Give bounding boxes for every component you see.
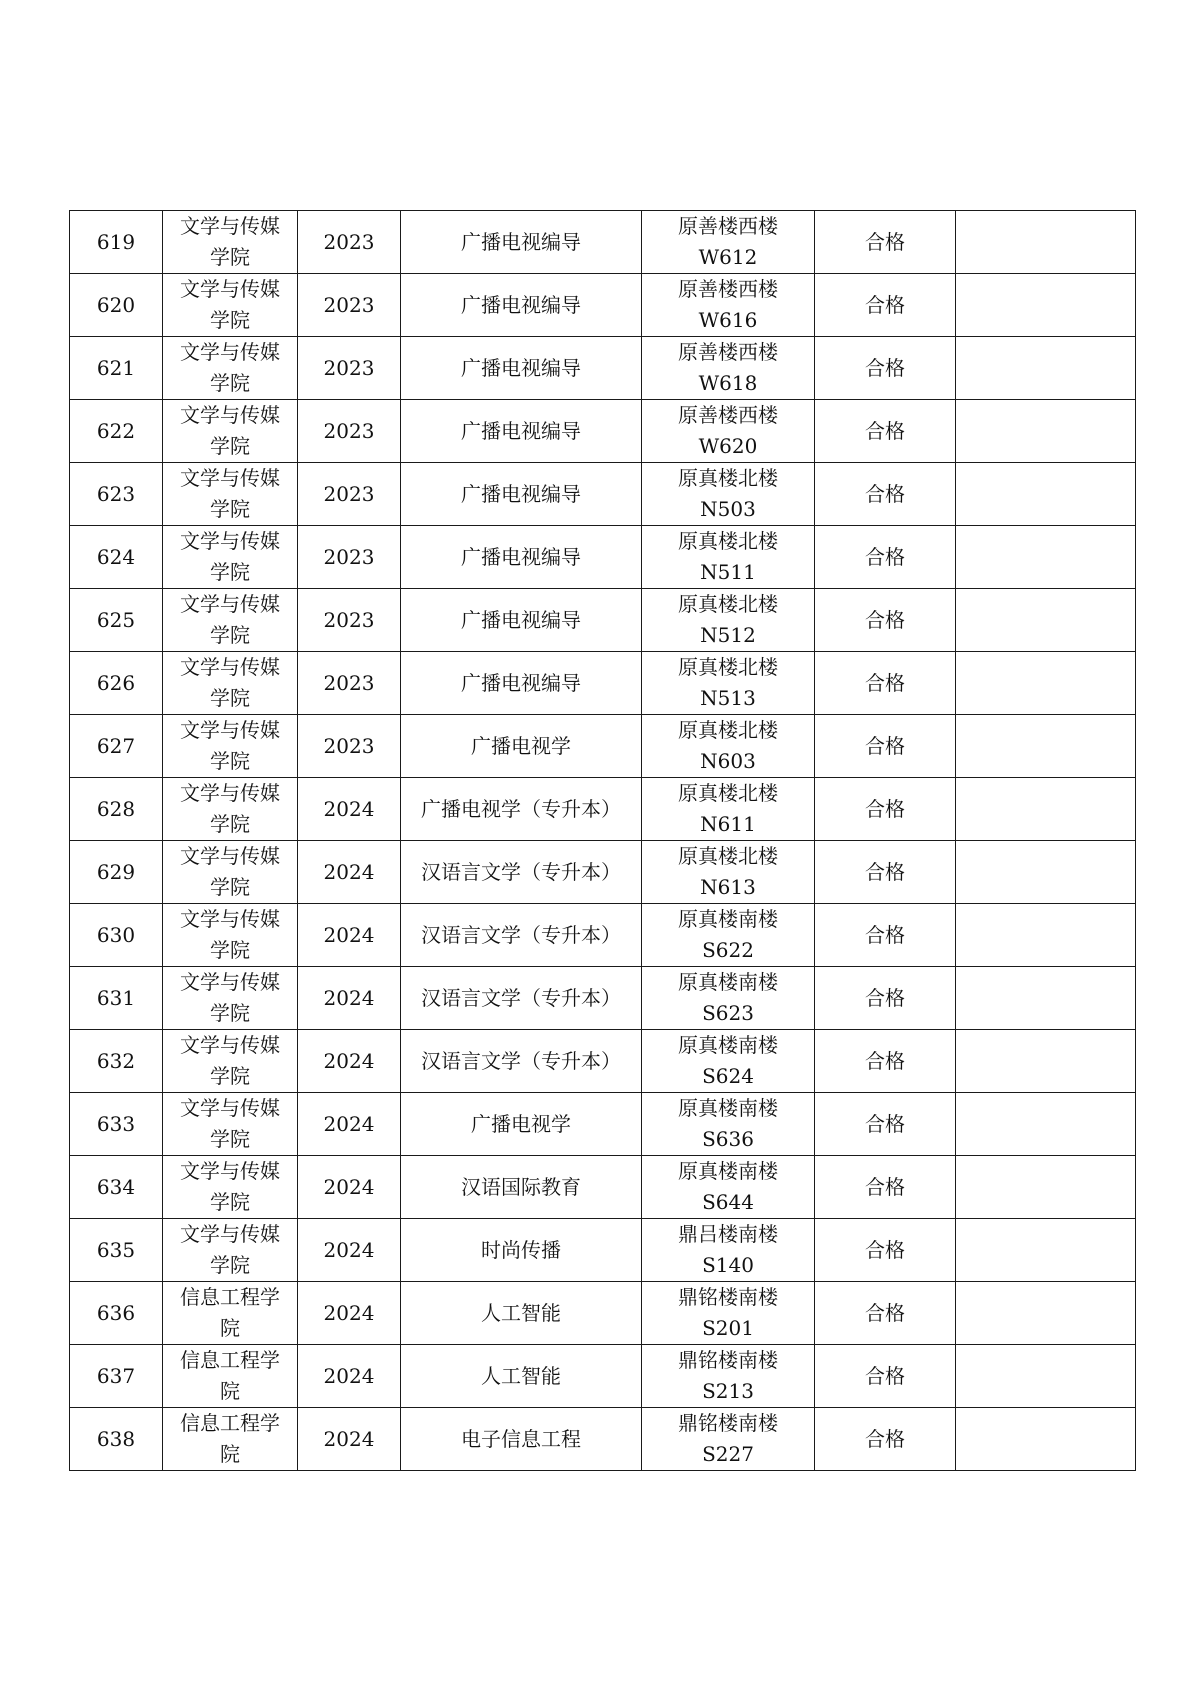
row-number-cell-text: 637 [96,1363,136,1388]
remark-cell [956,652,1136,715]
remark-cell [956,1408,1136,1471]
room-cell-text: 原善楼西楼 W612 [678,214,778,269]
major-cell-text: 汉语言文学（专升本） [421,922,621,947]
result-cell [815,274,956,337]
major-cell [401,1345,642,1408]
result-cell-text: 合格 [865,418,905,443]
year-cell [298,400,401,463]
major-cell-text: 广播电视编导 [461,670,581,695]
result-cell [815,400,956,463]
major-cell [401,1408,642,1471]
result-cell-text: 合格 [865,229,905,254]
year-cell [298,274,401,337]
remark-cell [956,463,1136,526]
year-cell [298,841,401,904]
college-cell [163,904,298,967]
room-cell [642,211,815,274]
major-cell-text: 汉语言文学（专升本） [421,859,621,884]
result-cell [815,841,956,904]
major-cell-text: 广播电视编导 [461,229,581,254]
major-cell-text: 汉语言文学（专升本） [421,985,621,1010]
row-number-cell [70,1093,163,1156]
major-cell [401,904,642,967]
college-cell [163,400,298,463]
remark-cell [956,1219,1136,1282]
year-cell [298,1282,401,1345]
college-cell-text: 文学与传媒 学院 [180,466,280,521]
room-cell-text: 鼎铭楼南楼 S227 [678,1411,778,1466]
college-cell [163,1282,298,1345]
major-cell [401,463,642,526]
row-number-cell [70,526,163,589]
table-body [70,211,1136,1471]
result-cell [815,1219,956,1282]
college-cell [163,211,298,274]
room-cell [642,967,815,1030]
room-cell-text: 原真楼南楼 S636 [678,1096,778,1151]
row-number-cell [70,1219,163,1282]
year-cell [298,1408,401,1471]
room-cell [642,1093,815,1156]
result-cell-text: 合格 [865,1300,905,1325]
college-cell [163,1408,298,1471]
college-cell [163,463,298,526]
major-cell-text: 广播电视编导 [461,355,581,380]
table-row [70,1282,1136,1345]
year-cell-text: 2023 [323,544,375,569]
room-cell-text: 原善楼西楼 W620 [678,403,778,458]
college-cell [163,715,298,778]
college-cell [163,967,298,1030]
row-number-cell [70,274,163,337]
college-cell-text: 文学与传媒 学院 [180,592,280,647]
result-cell-text: 合格 [865,544,905,569]
room-cell-text: 原真楼北楼 N603 [678,718,778,773]
room-cell [642,589,815,652]
remark-cell [956,778,1136,841]
table-row [70,1408,1136,1471]
room-cell [642,841,815,904]
row-number-cell [70,652,163,715]
room-cell-text: 原真楼南楼 S623 [678,970,778,1025]
year-cell-text: 2024 [323,1237,375,1262]
remark-cell [956,589,1136,652]
room-cell-text: 原真楼北楼 N503 [678,466,778,521]
room-cell-text: 原真楼北楼 N613 [678,844,778,899]
row-number-cell-text: 623 [96,481,136,506]
college-cell [163,1345,298,1408]
room-cell [642,1156,815,1219]
college-cell-text: 文学与传媒 学院 [180,844,280,899]
result-cell-text: 合格 [865,1237,905,1262]
year-cell-text: 2024 [323,859,375,884]
major-cell-text: 广播电视学 [471,733,571,758]
inspection-results-table [69,210,1136,1471]
college-cell-text: 文学与传媒 学院 [180,277,280,332]
row-number-cell [70,337,163,400]
year-cell-text: 2023 [323,481,375,506]
table-row [70,1156,1136,1219]
row-number-cell [70,1282,163,1345]
result-cell [815,211,956,274]
room-cell [642,904,815,967]
room-cell-text: 原真楼南楼 S624 [678,1033,778,1088]
result-cell-text: 合格 [865,481,905,506]
college-cell [163,589,298,652]
year-cell-text: 2024 [323,985,375,1010]
year-cell [298,715,401,778]
room-cell-text: 鼎吕楼南楼 S140 [678,1222,778,1277]
remark-cell [956,1093,1136,1156]
major-cell [401,526,642,589]
college-cell-text: 文学与传媒 学院 [180,718,280,773]
room-cell-text: 原真楼北楼 N512 [678,592,778,647]
year-cell-text: 2024 [323,1048,375,1073]
year-cell [298,337,401,400]
row-number-cell [70,1345,163,1408]
table-row [70,463,1136,526]
remark-cell [956,400,1136,463]
major-cell [401,1093,642,1156]
college-cell [163,778,298,841]
year-cell-text: 2023 [323,733,375,758]
row-number-cell [70,841,163,904]
remark-cell [956,904,1136,967]
table-row [70,1219,1136,1282]
major-cell-text: 广播电视编导 [461,481,581,506]
college-cell-text: 文学与传媒 学院 [180,214,280,269]
major-cell-text: 广播电视学 [471,1111,571,1136]
remark-cell [956,337,1136,400]
table-row [70,967,1136,1030]
year-cell-text: 2023 [323,229,375,254]
row-number-cell [70,400,163,463]
college-cell [163,1093,298,1156]
room-cell [642,1345,815,1408]
room-cell-text: 原真楼南楼 S622 [678,907,778,962]
year-cell [298,778,401,841]
result-cell-text: 合格 [865,670,905,695]
row-number-cell-text: 621 [96,355,136,380]
college-cell [163,1156,298,1219]
year-cell-text: 2023 [323,418,375,443]
major-cell-text: 汉语国际教育 [461,1174,581,1199]
result-cell [815,967,956,1030]
major-cell-text: 广播电视学（专升本） [421,796,621,821]
college-cell-text: 文学与传媒 学院 [180,907,280,962]
result-cell [815,652,956,715]
room-cell-text: 原善楼西楼 W616 [678,277,778,332]
row-number-cell-text: 631 [96,985,136,1010]
row-number-cell-text: 622 [96,418,136,443]
table-row [70,274,1136,337]
major-cell [401,1282,642,1345]
year-cell [298,652,401,715]
college-cell-text: 文学与传媒 学院 [180,1033,280,1088]
row-number-cell [70,589,163,652]
remark-cell [956,715,1136,778]
major-cell [401,715,642,778]
row-number-cell-text: 635 [96,1237,136,1262]
table-row [70,400,1136,463]
major-cell-text: 时尚传播 [481,1237,561,1262]
room-cell [642,778,815,841]
remark-cell [956,967,1136,1030]
year-cell [298,1156,401,1219]
result-cell-text: 合格 [865,355,905,380]
major-cell-text: 人工智能 [481,1300,561,1325]
row-number-cell-text: 638 [96,1426,136,1451]
year-cell [298,904,401,967]
row-number-cell [70,967,163,1030]
college-cell [163,337,298,400]
result-cell-text: 合格 [865,1363,905,1388]
row-number-cell [70,1030,163,1093]
year-cell-text: 2023 [323,607,375,632]
year-cell [298,1219,401,1282]
college-cell-text: 文学与传媒 学院 [180,781,280,836]
remark-cell [956,211,1136,274]
row-number-cell-text: 629 [96,859,136,884]
room-cell [642,1219,815,1282]
college-cell-text: 信息工程学 院 [180,1285,280,1340]
year-cell-text: 2023 [323,670,375,695]
major-cell-text: 广播电视编导 [461,544,581,569]
table-row [70,904,1136,967]
table-row [70,715,1136,778]
room-cell-text: 原真楼北楼 N511 [678,529,778,584]
college-cell [163,841,298,904]
room-cell [642,1030,815,1093]
result-cell [815,463,956,526]
row-number-cell-text: 633 [96,1111,136,1136]
year-cell-text: 2024 [323,1174,375,1199]
major-cell [401,337,642,400]
room-cell-text: 原真楼北楼 N513 [678,655,778,710]
remark-cell [956,841,1136,904]
room-cell-text: 鼎铭楼南楼 S201 [678,1285,778,1340]
row-number-cell-text: 634 [96,1174,136,1199]
major-cell [401,1030,642,1093]
college-cell-text: 文学与传媒 学院 [180,1159,280,1214]
room-cell [642,652,815,715]
college-cell-text: 文学与传媒 学院 [180,970,280,1025]
result-cell [815,1093,956,1156]
remark-cell [956,1156,1136,1219]
result-cell [815,1345,956,1408]
remark-cell [956,1345,1136,1408]
college-cell-text: 信息工程学 院 [180,1411,280,1466]
major-cell [401,589,642,652]
college-cell-text: 文学与传媒 学院 [180,403,280,458]
year-cell [298,1345,401,1408]
major-cell-text: 广播电视编导 [461,418,581,443]
room-cell [642,337,815,400]
result-cell-text: 合格 [865,1111,905,1136]
row-number-cell-text: 628 [96,796,136,821]
major-cell-text: 汉语言文学（专升本） [421,1048,621,1073]
table-row [70,841,1136,904]
row-number-cell-text: 624 [96,544,136,569]
result-cell-text: 合格 [865,796,905,821]
result-cell-text: 合格 [865,1426,905,1451]
room-cell-text: 原善楼西楼 W618 [678,340,778,395]
table-row [70,778,1136,841]
row-number-cell [70,1156,163,1219]
table-row [70,1030,1136,1093]
room-cell-text: 原真楼南楼 S644 [678,1159,778,1214]
year-cell-text: 2024 [323,1300,375,1325]
college-cell-text: 文学与传媒 学院 [180,1222,280,1277]
year-cell [298,1030,401,1093]
year-cell-text: 2023 [323,292,375,317]
result-cell [815,1030,956,1093]
college-cell [163,652,298,715]
year-cell [298,1093,401,1156]
year-cell-text: 2024 [323,922,375,947]
college-cell [163,526,298,589]
college-cell [163,274,298,337]
major-cell [401,967,642,1030]
result-cell-text: 合格 [865,922,905,947]
result-cell [815,337,956,400]
row-number-cell [70,904,163,967]
row-number-cell-text: 619 [96,229,136,254]
result-cell [815,589,956,652]
room-cell [642,1408,815,1471]
college-cell [163,1219,298,1282]
row-number-cell-text: 625 [96,607,136,632]
year-cell [298,589,401,652]
room-cell [642,463,815,526]
remark-cell [956,526,1136,589]
table-row [70,652,1136,715]
result-cell-text: 合格 [865,1048,905,1073]
college-cell-text: 文学与传媒 学院 [180,1096,280,1151]
table-row [70,1093,1136,1156]
room-cell [642,526,815,589]
room-cell [642,1282,815,1345]
major-cell [401,652,642,715]
result-cell-text: 合格 [865,985,905,1010]
college-cell-text: 文学与传媒 学院 [180,655,280,710]
major-cell [401,400,642,463]
year-cell [298,967,401,1030]
major-cell [401,1219,642,1282]
major-cell-text: 人工智能 [481,1363,561,1388]
major-cell [401,211,642,274]
year-cell-text: 2024 [323,1426,375,1451]
year-cell [298,211,401,274]
major-cell [401,841,642,904]
result-cell [815,1408,956,1471]
row-number-cell-text: 632 [96,1048,136,1073]
row-number-cell-text: 630 [96,922,136,947]
room-cell-text: 鼎铭楼南楼 S213 [678,1348,778,1403]
table-row [70,589,1136,652]
row-number-cell-text: 636 [96,1300,136,1325]
table-row [70,337,1136,400]
result-cell-text: 合格 [865,1174,905,1199]
result-cell [815,778,956,841]
table-row [70,211,1136,274]
major-cell [401,1156,642,1219]
year-cell-text: 2024 [323,1363,375,1388]
remark-cell [956,1030,1136,1093]
table-row [70,526,1136,589]
year-cell [298,526,401,589]
row-number-cell [70,463,163,526]
row-number-cell-text: 627 [96,733,136,758]
major-cell-text: 广播电视编导 [461,607,581,632]
major-cell [401,778,642,841]
row-number-cell-text: 620 [96,292,136,317]
year-cell-text: 2024 [323,796,375,821]
remark-cell [956,274,1136,337]
major-cell-text: 广播电视编导 [461,292,581,317]
row-number-cell [70,211,163,274]
college-cell [163,1030,298,1093]
college-cell-text: 信息工程学 院 [180,1348,280,1403]
year-cell-text: 2024 [323,1111,375,1136]
result-cell [815,1282,956,1345]
row-number-cell [70,715,163,778]
result-cell-text: 合格 [865,733,905,758]
room-cell [642,400,815,463]
table-row [70,1345,1136,1408]
college-cell-text: 文学与传媒 学院 [180,340,280,395]
year-cell-text: 2023 [323,355,375,380]
result-cell [815,904,956,967]
remark-cell [956,1282,1136,1345]
room-cell [642,274,815,337]
result-cell [815,715,956,778]
result-cell [815,526,956,589]
room-cell-text: 原真楼北楼 N611 [678,781,778,836]
result-cell-text: 合格 [865,607,905,632]
major-cell-text: 电子信息工程 [461,1426,581,1451]
room-cell [642,715,815,778]
result-cell [815,1156,956,1219]
row-number-cell-text: 626 [96,670,136,695]
college-cell-text: 文学与传媒 学院 [180,529,280,584]
year-cell [298,463,401,526]
major-cell [401,274,642,337]
row-number-cell [70,1408,163,1471]
result-cell-text: 合格 [865,859,905,884]
result-cell-text: 合格 [865,292,905,317]
row-number-cell [70,778,163,841]
